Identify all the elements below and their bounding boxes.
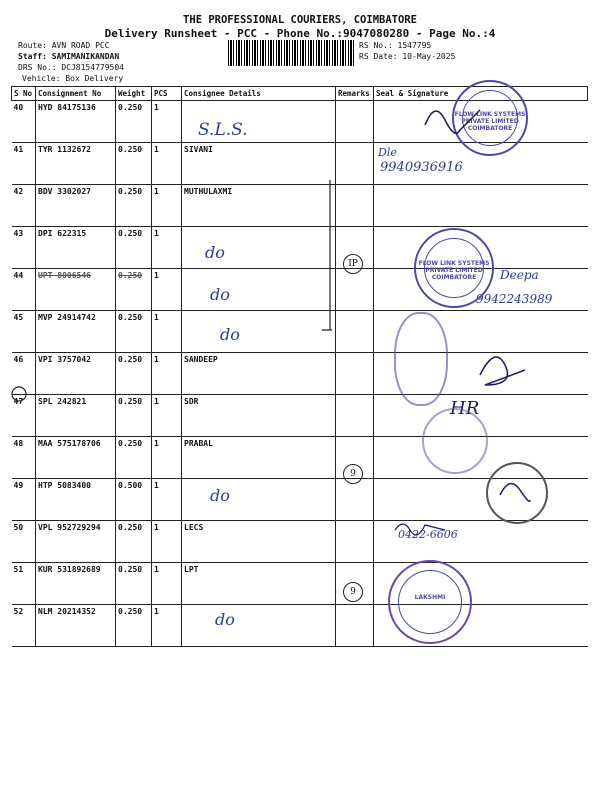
handwritten-ditto-52: do [215, 610, 235, 629]
row-weight: 0.250 [116, 311, 152, 353]
handwritten-dle: Dle [378, 146, 397, 159]
company-title: THE PROFESSIONAL COURIERS, COIMBATORE [183, 14, 417, 26]
row-weight: 0.250 [116, 185, 152, 227]
row-consignee: MUTHULAXMI [182, 185, 336, 227]
row-consignee: LECS [182, 521, 336, 563]
row-consignment: HYD 84175136 [36, 101, 116, 143]
row-consignment: UPT 8006546 [36, 269, 116, 311]
row-pcs: 1 [152, 101, 182, 143]
col-weight: Weight [116, 87, 152, 101]
row-consignment: VPL 952729294 [36, 521, 116, 563]
drs-label: DRS No.: DCJ8154779504 [18, 63, 124, 72]
handwritten-phone-3: 0422-6606 [398, 528, 458, 541]
remark-49: 9 [343, 464, 363, 484]
row-pcs: 1 [152, 311, 182, 353]
rs-number: RS No.: 1547795 [359, 41, 432, 50]
row-weight: 0.250 [116, 437, 152, 479]
row-weight: 0.250 [116, 605, 152, 647]
row-sno: 40 [12, 101, 36, 143]
row-pcs: 1 [152, 185, 182, 227]
handwritten-deepa: Deepa [500, 268, 539, 282]
col-consignment: Consignment No [36, 87, 116, 101]
row-consignee: LPT [182, 563, 336, 605]
row-weight: 0.250 [116, 395, 152, 437]
handwritten-phone-1: 9940936916 [380, 160, 463, 175]
row-sno: 47 [12, 395, 36, 437]
row-weight: 0.250 [116, 143, 152, 185]
row-weight: 0.250 [116, 227, 152, 269]
row-weight: 0.250 [116, 353, 152, 395]
row-consignee: SANDEEP [182, 353, 336, 395]
row-consignee: SIVANI [182, 143, 336, 185]
row-consignment: MAA 575178706 [36, 437, 116, 479]
row-consignment: KUR 531892689 [36, 563, 116, 605]
row-consignment: MVP 24914742 [36, 311, 116, 353]
row-weight: 0.500 [116, 479, 152, 521]
row-consignment: VPI 3757042 [36, 353, 116, 395]
row-pcs: 1 [152, 269, 182, 311]
handwritten-phone-2: 9942243989 [476, 292, 553, 306]
col-remarks: Remarks [336, 87, 374, 101]
row-pcs: 1 [152, 563, 182, 605]
row-sno: 45 [12, 311, 36, 353]
row-pcs: 1 [152, 143, 182, 185]
row-pcs: 1 [152, 521, 182, 563]
row-pcs: 1 [152, 227, 182, 269]
row-sno: 48 [12, 437, 36, 479]
handwritten-sls: S.L.S. [198, 120, 248, 140]
col-consignee: Consignee Details [182, 87, 336, 101]
flowlink-stamp-2: FLOW LINK SYSTEMS PRIVATE LIMITED COIMBATORE [414, 228, 494, 308]
row-sno: 52 [12, 605, 36, 647]
row-pcs: 1 [152, 395, 182, 437]
row-sno: 44 [12, 269, 36, 311]
row-consignment: HTP 5083400 [36, 479, 116, 521]
row-weight: 0.250 [116, 101, 152, 143]
row-consignment: DPI 622315 [36, 227, 116, 269]
staff-label: Staff: SAMIMANIKANDAN [18, 52, 120, 61]
vehicle-label: Vehicle: Box Delivery [22, 74, 124, 83]
remark-ip: IP [343, 254, 363, 274]
row-pcs: 1 [152, 605, 182, 647]
row-consignment: SPL 242821 [36, 395, 116, 437]
col-sno: S No [12, 87, 36, 101]
row-weight: 0.250 [116, 563, 152, 605]
row-pcs: 1 [152, 437, 182, 479]
row-sno: 43 [12, 227, 36, 269]
row-sno: 49 [12, 479, 36, 521]
handwritten-ditto-44: do [210, 285, 230, 304]
row-weight: 0.250 [116, 269, 152, 311]
remark-52: 9 [343, 582, 363, 602]
row-pcs: 1 [152, 353, 182, 395]
row-sno: 50 [12, 521, 36, 563]
runsheet-subtitle: Delivery Runsheet - PCC - Phone No.:9047080280 - Page No.:4 [104, 27, 496, 40]
handwritten-ditto-45: do [220, 325, 240, 344]
row-consignment: TYR 1132672 [36, 143, 116, 185]
col-pcs: PCS [152, 87, 182, 101]
handwritten-hr: HR [450, 398, 480, 419]
row-sno: 41 [12, 143, 36, 185]
handwritten-ditto-43: do [205, 243, 225, 262]
row-consignment: BDV 3302027 [36, 185, 116, 227]
route-label: Route: AVN ROAD PCC [18, 41, 110, 50]
lakshmi-stamp: LAKSHMI [388, 560, 472, 644]
handwritten-ditto-49: do [210, 486, 230, 505]
row-consignee: PRABAL [182, 437, 336, 479]
flowlink-stamp-1: FLOW LINK SYSTEMS PRIVATE LIMITED COIMBATORE [452, 80, 528, 156]
col-seal: Seal & Signature [374, 87, 588, 101]
row-sno: 46 [12, 353, 36, 395]
row-sno: 51 [12, 563, 36, 605]
row-pcs: 1 [152, 479, 182, 521]
row-weight: 0.250 [116, 521, 152, 563]
row-consignee: SDR [182, 395, 336, 437]
rs-date: RS Date: 10-May-2025 [359, 52, 456, 61]
row-consignment: NLM 20214352 [36, 605, 116, 647]
row-sno: 42 [12, 185, 36, 227]
